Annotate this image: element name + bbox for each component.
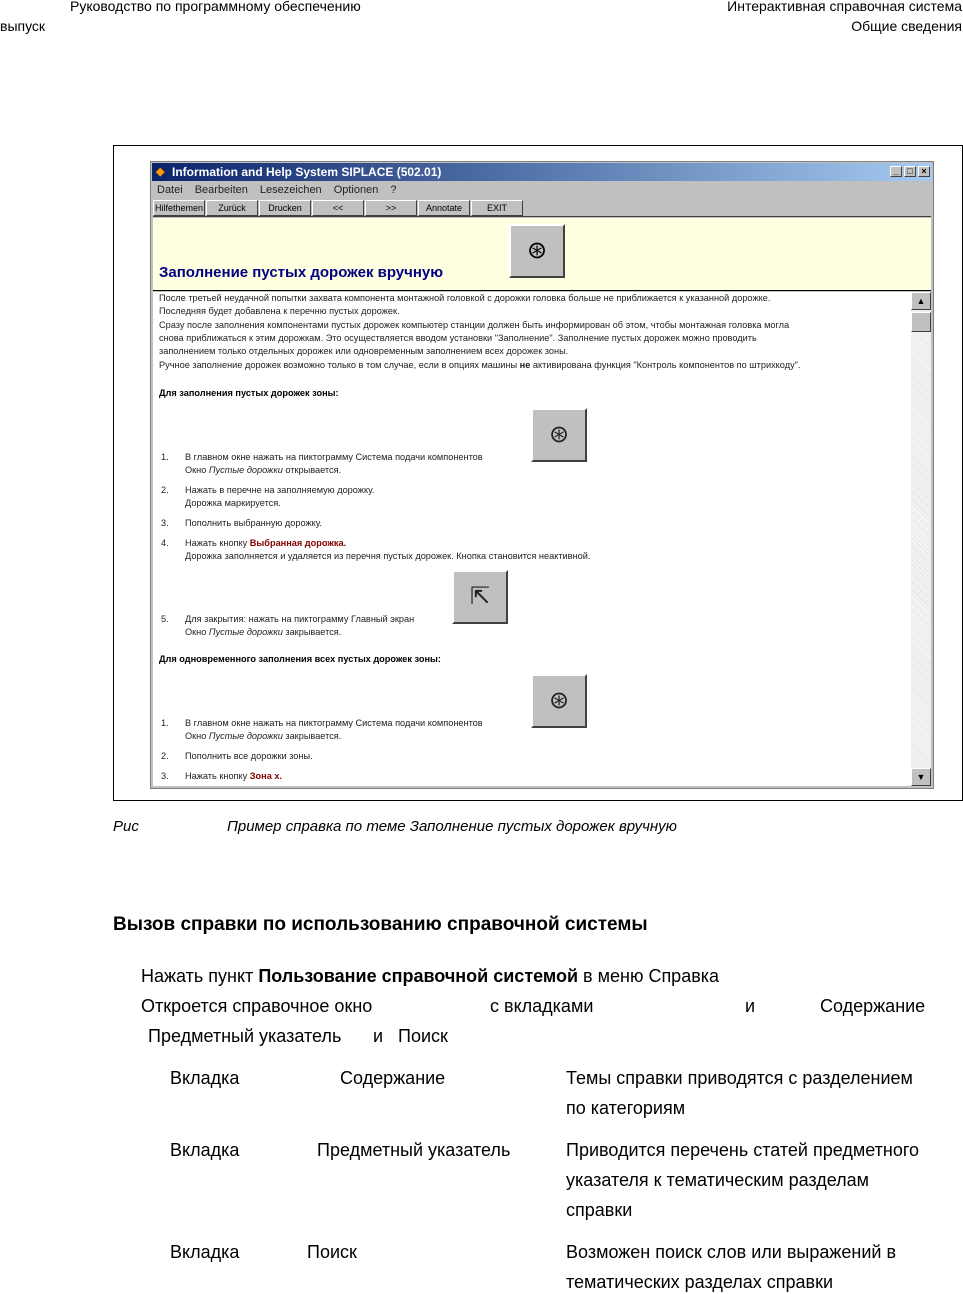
step-text: Для закрытия: нажать на пиктограмму Главный экран [185, 614, 415, 624]
text: и [373, 1026, 384, 1046]
annotate-button[interactable]: Annotate [418, 200, 470, 216]
text: и [745, 996, 756, 1016]
scroll-up-button[interactable]: ▲ [911, 292, 931, 310]
print-button[interactable]: Drucken [259, 200, 311, 216]
title-bar [152, 163, 932, 181]
step-text: Нажать в перечне на заполняемую дорожку. [185, 485, 375, 495]
header-chapter: Интерактивная справочная система [727, 0, 962, 14]
maximize-button[interactable]: □ [904, 166, 916, 177]
help-window [150, 161, 934, 789]
help-book-icon: ◆ [156, 166, 165, 178]
step-text: В главном окне нажать на пиктограмму Система подачи компонентов [185, 718, 483, 728]
section-heading: Вызов справки по использованию справочной системы [113, 914, 648, 935]
step-result: Дорожка маркируется. [185, 498, 281, 508]
text: Поиск [398, 1026, 448, 1046]
tab-label: Вкладка [170, 1140, 240, 1160]
step-text: Нажать кнопку Зона x. [185, 771, 283, 781]
toolbar [153, 200, 931, 217]
tab-label: Вкладка [170, 1242, 240, 1262]
feeder-system-icon: ⊛ [509, 224, 565, 278]
tab-name: Содержание [340, 1068, 446, 1088]
header-section: Общие сведения [851, 18, 962, 34]
section-heading-1: Для заполнения пустых дорожек зоны: [159, 388, 339, 398]
header-issue: выпуск [0, 18, 46, 34]
minimize-button[interactable]: _ [890, 166, 902, 177]
tab-description: тематических разделах справки [566, 1272, 834, 1292]
menu-datei[interactable]: Datei [157, 184, 183, 196]
menu-bearbeiten[interactable]: Bearbeiten [194, 184, 248, 196]
scroll-down-button[interactable]: ▼ [911, 768, 931, 786]
menu-lesezeichen[interactable]: Lesezeichen [259, 184, 322, 196]
step-text: Нажать кнопку Выбранная дорожка. [185, 538, 347, 548]
figure-caption: Пример справка по теме Заполнение пустых дорожек вручную [227, 818, 677, 835]
header-doc-title: Руководство по программному обеспечению [70, 0, 361, 14]
tab-description: Возможен поиск слов или выражений в [566, 1242, 897, 1262]
section-heading-2: Для одновременного заполнения всех пустых дорожек зоны: [159, 654, 441, 664]
next-button[interactable]: >> [365, 200, 417, 216]
tab-description: указателя к тематическим разделам [566, 1170, 870, 1190]
step-result: Окно Пустые дорожки закрывается. [185, 627, 342, 637]
intro-line: снова приближаться к этим дорожкам. Это осуществляется вводом установки "Заполнение". Заполнение пустых дорожек можно проводить [159, 333, 757, 343]
topic-header [153, 218, 931, 291]
step-text: Пополнить выбранную дорожку. [185, 518, 322, 528]
step-result: Окно Пустые дорожки открывается. [185, 465, 342, 475]
intro-line: заполнением только отдельных дорожек или одновременным заполнением всех дорожек зоны. [159, 346, 569, 356]
tab-name: Предметный указатель [317, 1140, 511, 1160]
step-result: Дорожка заполняется и удаляется из перечня пустых дорожек. Кнопка становится неактивной. [185, 551, 591, 561]
intro-line: Сразу после заполнения компонентами пустых дорожек компьютер станции должен быть информирован об этом, чтобы монтажная головка могла [159, 320, 790, 330]
menu-bar [157, 182, 408, 198]
topic-content: После третьей неудачной попытки захвата компонента монтажной головкой с дорожки головка больше не приближается к указанной дорожке. Последняя будет добавлена к перечню пустых дорожек. Сразу после заполнения компонентами пустых дорожек компьютер станции должен быть информирован об этом, чтобы монтажная головка могла снова приближаться к этим дорожкам. Это осуществляется вводом установки "Заполнение". Заполнение пустых дорожек можно проводить заполнением только отдельных дорожек или одновременным заполнением всех дорожек зоны. Ручное заполнение дорожек возможно только в том случае, если в опциях машины не активирована функция "Контроль компонентов по штрихкоду". Для заполнения пустых дорожек зоны: ⊛ 1. В главном окне нажать на пиктограмму Система подачи компонентов Окно Пустые дорожки открывается. 2. Нажать в перечне на заполняемую дорожку. Дорожка маркируется. 3. Пополнить выбранную дорожку. 4. Нажать кнопку Выбранная дорожка. Дорожка заполняется и удаляется из перечня пустых дорожек. Кнопка становится неактивной. ⇱ 5. Для закрытия: нажать на пиктограмму Главный экран Окно Пустые дорожки закрывается. Для одновременного заполнения всех пустых дорожек зоны: ⊛ 1. В главном окне нажать на пиктограмму Система подачи компонентов Окно Пустые дорожки закрывается. 2. Пополнить все дорожки зоны. 3. Нажать кнопку Зона x. [153, 292, 911, 786]
tab-description: Приводится перечень статей предметного [566, 1140, 920, 1160]
step-result: Окно Пустые дорожки закрывается. [185, 731, 342, 741]
intro-line: Последняя будет добавлена к перечню пустых дорожек. [159, 306, 400, 316]
step-text: В главном окне нажать на пиктограмму Система подачи компонентов [185, 452, 483, 462]
tab-description: Темы справки приводятся с разделением [566, 1068, 913, 1088]
text: с вкладками [490, 996, 594, 1016]
back-button[interactable]: Zurück [206, 200, 258, 216]
menu-optionen[interactable]: Optionen [333, 184, 379, 196]
text: Предметный указатель [148, 1026, 342, 1046]
manual-note: Ручное заполнение дорожек возможно только в том случае, если в опциях машины не активирована функция "Контроль компонентов по штрихкоду". [159, 360, 801, 370]
feeder-system-icon: ⊛ [531, 408, 587, 462]
step-text: Пополнить все дорожки зоны. [185, 751, 313, 761]
hilfethemen-button[interactable]: Hilfethemen [153, 200, 205, 216]
scroll-thumb[interactable] [911, 312, 931, 332]
figure-label: Рис [113, 818, 139, 835]
instruction-line: Нажать пункт Пользование справочной системой в меню Справка [141, 966, 720, 986]
tab-description: справки [566, 1200, 633, 1220]
vertical-scrollbar[interactable] [911, 292, 931, 786]
tab-description: по категориям [566, 1098, 686, 1118]
text: Откроется справочное окно [141, 996, 373, 1016]
tab-name: Поиск [307, 1242, 357, 1262]
topic-title: Заполнение пустых дорожек вручную [159, 264, 444, 281]
intro-line: После третьей неудачной попытки захвата компонента монтажной головкой с дорожки головка больше не приближается к указанной дорожке. [159, 293, 771, 303]
close-button[interactable]: × [918, 166, 930, 177]
window-title: Information and Help System SIPLACE (502.01) [172, 165, 442, 179]
exit-button[interactable]: EXIT [471, 200, 523, 216]
text: Содержание [820, 996, 926, 1016]
prev-button[interactable]: << [312, 200, 364, 216]
menu-help[interactable]: ? [390, 184, 397, 196]
tab-label: Вкладка [170, 1068, 240, 1088]
main-screen-icon: ⇱ [452, 570, 508, 624]
feeder-system-icon: ⊛ [531, 674, 587, 728]
